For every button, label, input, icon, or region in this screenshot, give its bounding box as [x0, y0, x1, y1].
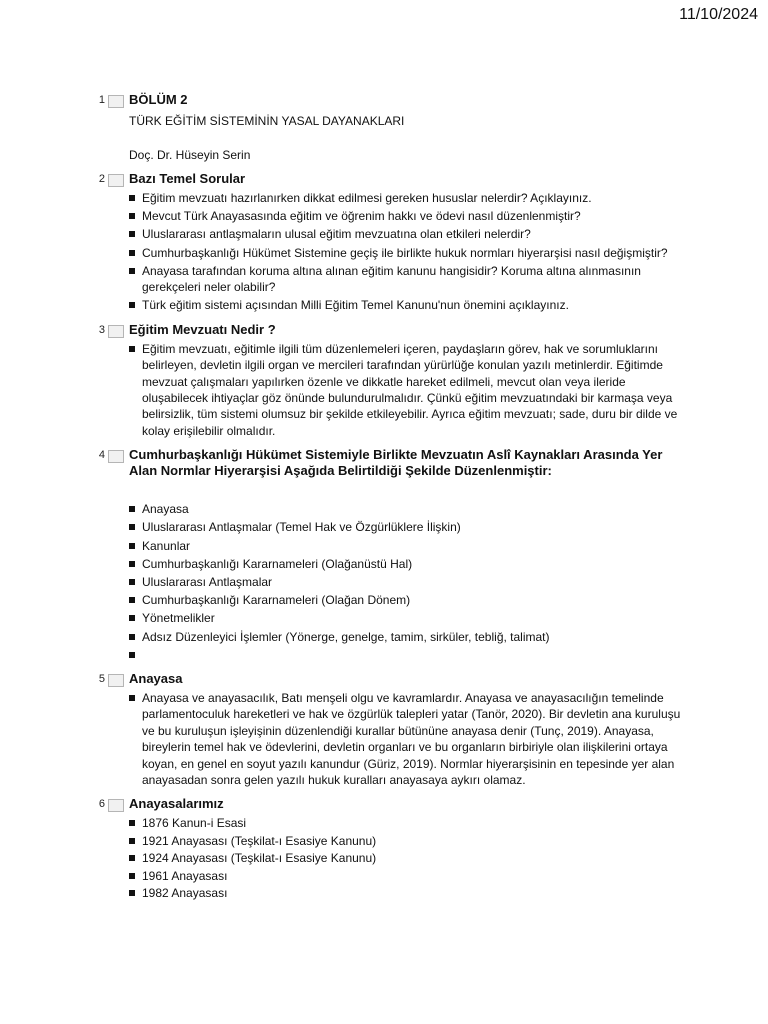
bullet-icon [129, 855, 135, 861]
slide-thumbnail-icon [108, 95, 124, 108]
bullet-icon [129, 506, 135, 512]
bullet-icon [129, 652, 135, 658]
bullet-text: Cumhurbaşkanlığı Kararnameleri (Olağanüstü Hal) [142, 556, 413, 571]
bullet-icon [129, 302, 135, 308]
slide-5[interactable] [95, 671, 685, 788]
slide-number: 4 [98, 449, 105, 462]
slide-author: Doç. Dr. Hüseyin Serin [129, 148, 251, 162]
bullet-icon [129, 579, 135, 585]
slide-title: BÖLÜM 2 [129, 92, 188, 107]
list-item [129, 629, 685, 645]
bullet-text: 1982 Anayasası [142, 885, 228, 900]
bullet-icon [129, 873, 135, 879]
slide-title: Bazı Temel Sorular [129, 171, 246, 186]
slide-title: Cumhurbaşkanlığı Hükümet Sistemiyle Birlikte Mevzuatın Aslî Kaynakları Arasında Yer Alan Normlar Hiyerarşisi Aşağıda Belirtildiği Şekilde Düzenlenmiştir: [129, 447, 663, 479]
list-item [129, 226, 685, 242]
list-item [129, 647, 685, 663]
bullet-text: Mevcut Türk Anayasasında eğitim ve öğrenim hakkı ve ödevi nasıl düzenlenmiştir? [142, 209, 581, 224]
slide-title: Anayasalarımız [129, 796, 224, 812]
bullet-text: Cumhurbaşkanlığı Hükümet Sistemine geçiş ile birlikte hukuk normları hiyerarşisi nasıl değişmiştir? [142, 245, 668, 260]
list-item [129, 501, 685, 517]
bullet-icon [129, 634, 135, 640]
bullet-icon [129, 597, 135, 603]
bullet-icon [129, 268, 135, 274]
slide-number: 1 [98, 94, 105, 106]
list-item [129, 574, 685, 590]
slide-title: Eğitim Mevzuatı Nedir ? [129, 321, 276, 337]
bullet-icon [129, 695, 135, 701]
slide-thumbnail-icon [108, 799, 124, 812]
bullet-icon [129, 195, 135, 201]
print-date: 11/10/2024 [679, 6, 758, 23]
bullet-text: Türk eğitim sistemi açısından Milli Eğitim Temel Kanunu'nun önemini açıklayınız. [142, 298, 569, 313]
bullet-text: 1961 Anayasası [142, 868, 228, 883]
slide-3[interactable] [95, 322, 685, 439]
bullet-text: Uluslararası Antlaşmalar (Temel Hak ve Özgürlüklere İlişkin) [142, 520, 461, 535]
slide-thumbnail-icon [108, 450, 124, 463]
list-item [129, 690, 685, 788]
slide-outline [95, 92, 685, 909]
list-item [129, 556, 685, 572]
bullet-text: Uluslararası antlaşmaların ulusal eğitim mevzuatına olan etkileri nelerdir? [142, 227, 531, 242]
bullet-text: 1876 Kanun-i Esasi [142, 816, 247, 831]
slide-1[interactable] [95, 92, 685, 163]
bullet-text: Anayasa tarafından koruma altına alınan eğitim kanunu hangisidir? Koruma altına alınmasının gerekçeleri neler olabilir? [142, 263, 641, 295]
list-item [129, 592, 685, 608]
slide-title: Anayasa [129, 670, 183, 686]
list-item [129, 263, 685, 296]
slide-4[interactable] [95, 447, 685, 663]
slide-2[interactable] [95, 171, 685, 314]
list-item [129, 245, 685, 261]
bullet-text: Eğitim mevzuatı hazırlanırken dikkat edilmesi gereken hususlar nelerdir? Açıklayınız. [142, 191, 592, 205]
bullet-icon [129, 820, 135, 826]
bullet-icon [129, 231, 135, 237]
slide-thumbnail-icon [108, 174, 124, 187]
bullet-icon [129, 346, 135, 352]
bullet-list [129, 341, 685, 439]
bullet-icon [129, 524, 135, 530]
list-item [129, 833, 685, 849]
slide-number: 6 [98, 798, 105, 811]
bullet-text: 1924 Anayasası (Teşkilat-ı Esasiye Kanunu) [142, 851, 377, 866]
bullet-icon [129, 213, 135, 219]
slide-thumbnail-icon [108, 325, 124, 338]
list-item [129, 341, 685, 439]
list-item [129, 815, 685, 831]
list-item [129, 610, 685, 626]
bullet-text: Eğitim mevzuatı, eğitimle ilgili tüm düzenlemeleri içeren, paydaşların görev, hak ve sorumluklarını belirleyen, devletin ilgili organ ve mercileri tarafından yürürlüğe konulan yazılı metinlerdir. Eğitimde mevzuat çalışmaları yapılırken özenle ve dikkatle hareket edilmeli, mevcut olan veya ileride oluşabilecek ihtiyaçlar göz önünde bulundurulmalıdır. Çünkü eğitim mevzuatındaki bir karmaşa veya belirsizlik, tüm sistemi olumsuz bir şekilde etkileyebilir. Ayrıca eğitim mevzuatı; sade, duru bir dilde ve kolay erişilebilir olmalıdır. [142, 341, 678, 438]
list-item [129, 538, 685, 554]
bullet-list [129, 501, 685, 663]
bullet-icon [129, 838, 135, 844]
bullet-text: Anayasa [142, 502, 189, 517]
bullet-text: 1921 Anayasası (Teşkilat-ı Esasiye Kanunu) [142, 833, 377, 848]
list-item [129, 297, 685, 313]
bullet-text: Uluslararası Antlaşmalar [142, 575, 273, 590]
bullet-icon [129, 543, 135, 549]
list-item [129, 190, 685, 206]
list-item [129, 519, 685, 535]
slide-thumbnail-icon [108, 674, 124, 687]
bullet-text: Cumhurbaşkanlığı Kararnameleri (Olağan Dönem) [142, 593, 411, 608]
bullet-text: Anayasa ve anayasacılık, Batı menşeli olgu ve kavramlardır. Anayasa ve anayasacılığın temelinde parlamentoculuk hareketleri ve hak ve özgürlük talepleri yatar (Tanör, 2020). Bir devletin ana kuruluşu ve bu kuruluşun işleyişinin düzenlendiği kurallar bütününe anayasa denir (Tunç, 2019). Anayasa, bireylerin temel hak ve ödevlerini, devletin organları ve bu organların birbiriyle olan ilişkilerini ortaya koyan, en genel en soyut yazılı kanundur (Güriz, 2019). Normlar hiyerarşisinin en tepesinde yer alan anayasadan sonra gelen yazılı hukuk kuralları anayasaya aykırı olamaz. [142, 690, 681, 787]
bullet-icon [129, 561, 135, 567]
list-item [129, 885, 685, 901]
bullet-text: Adsız Düzenleyici İşlemler (Yönerge, genelge, tamim, sirküler, tebliğ, talimat) [142, 629, 550, 644]
slide-number: 3 [98, 323, 105, 336]
slide-number: 2 [98, 173, 105, 185]
slide-6[interactable] [95, 796, 685, 901]
bullet-list [129, 815, 685, 901]
list-item [129, 868, 685, 884]
bullet-list [129, 190, 685, 314]
bullet-icon [129, 890, 135, 896]
bullet-text: Kanunlar [142, 538, 191, 553]
slide-number: 5 [98, 672, 105, 685]
list-item [129, 208, 685, 224]
bullet-icon [129, 615, 135, 621]
list-item [129, 850, 685, 866]
slide-subtitle: TÜRK EĞİTİM SİSTEMİNİN YASAL DAYANAKLARI [129, 114, 405, 128]
bullet-icon [129, 250, 135, 256]
bullet-text: Yönetmelikler [142, 611, 215, 626]
bullet-list [129, 690, 685, 788]
